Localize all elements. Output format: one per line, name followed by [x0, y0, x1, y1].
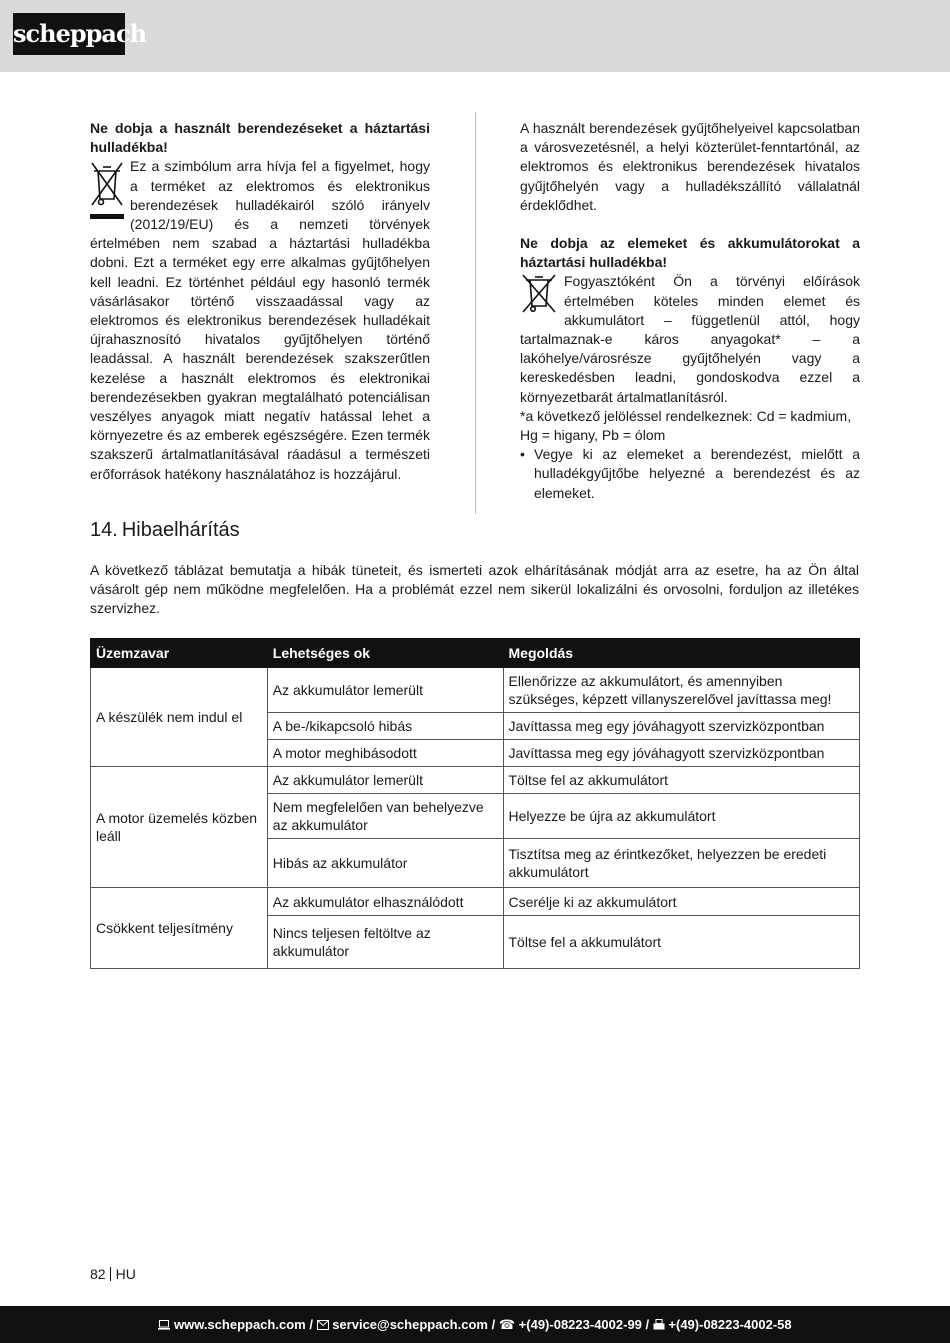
header-solution: Megoldás: [503, 639, 860, 668]
collection-info-paragraph: A használt berendezések gyűjtőhelyeivel kapcsolatban a városvezetésnél, a helyi közterület-fenntartónál, az elektromos és elektronikus berendezések hivatalos gyűjtőhelyén vagy a hulladékszállító vállalatnál érdeklődhet.: [520, 120, 860, 213]
cause-cell: Az akkumulátor lemerült: [267, 767, 503, 794]
page-number: [90, 1265, 136, 1283]
section-number: 14.: [90, 519, 118, 541]
crossed-out-wheelie-bin-icon: [90, 161, 124, 221]
solution-cell: Helyezze be újra az akkumulátort: [503, 794, 860, 839]
cause-cell: Az akkumulátor elhasználódott: [267, 888, 503, 916]
weee-heading: Ne dobja a használt berendezéseket a háztartási hulladékba!: [90, 120, 430, 156]
fault-cell: Csökkent teljesítmény: [91, 888, 268, 969]
troubleshooting-table: [90, 638, 860, 969]
fax-icon: [653, 1319, 665, 1330]
bullet-text: Vegye ki az elemeket a berendezést, mielőtt a hulladékgyűjtőbe helyezné a berendezést és az elemeket.: [534, 446, 860, 501]
cause-cell: Nem megfelelően van behelyezve az akkumulátor: [267, 794, 503, 839]
fault-cell: A készülék nem indul el: [91, 668, 268, 767]
computer-icon: [158, 1320, 170, 1330]
battery-paragraph: Fogyasztóként Ön a törvényi előírások értelmében köteles minden elemet és akkumulátort – függetlenül attól, hogy tartalmaznak-e káros anyagokat* – a lakóhelye/városrésze gyűjtőhelyén vagy a kereskedésben leadni, gondoskodva ezzel a környezetbarát ártalmatlanításról.: [520, 273, 860, 405]
footer-phone: +(49)-08223-4002-99: [518, 1317, 642, 1332]
list-item: [520, 445, 860, 503]
section-title: [90, 518, 240, 542]
battery-heading: Ne dobja az elemeket és akkumulátorokat a háztartási hulladékba!: [520, 235, 860, 271]
page-language: HU: [115, 1266, 136, 1282]
crossed-out-wheelie-bin-icon: [520, 274, 558, 314]
table-row: [91, 767, 860, 794]
cause-cell: Hibás az akkumulátor: [267, 839, 503, 888]
bullet-icon: •: [520, 446, 525, 463]
page-separator: [110, 1267, 111, 1281]
footer-separator: /: [491, 1317, 496, 1332]
solution-cell: Javíttassa meg egy jóváhagyott szervizközpontban: [503, 740, 860, 767]
footer-separator: /: [309, 1317, 313, 1332]
footer-fax: +(49)-08223-4002-58: [668, 1317, 792, 1332]
footer-separator: /: [645, 1317, 650, 1332]
solution-cell: Töltse fel az akkumulátort: [503, 767, 860, 794]
solution-cell: Tisztítsa meg az érintkezőket, helyezzen be eredeti akkumulátort: [503, 839, 860, 888]
section-title-text: Hibaelhárítás: [121, 519, 240, 541]
table-row: [91, 888, 860, 916]
solution-cell: Töltse fel a akkumulátort: [503, 916, 860, 969]
footer-mail-link[interactable]: service@scheppach.com: [332, 1317, 488, 1332]
section-intro: A következő táblázat bemutatja a hibák tüneteit, és ismerteti azok elhárításának módját arra az esetre, ha az Ön által vásárolt gép nem működne megfelelően. Ha a problémát ezzel nem sikerül lokalizálni és orvosolni, forduljon az illetékes szervizhez.: [90, 562, 859, 616]
solution-cell: Javíttassa meg egy jóváhagyott szervizközpontban: [503, 713, 860, 740]
battery-note: *a következő jelöléssel rendelkeznek: Cd = kadmium, Hg = higany, Pb = ólom: [520, 407, 852, 444]
cause-cell: A motor meghibásodott: [267, 740, 503, 767]
cause-cell: A be-/kikapcsoló hibás: [267, 713, 503, 740]
header-fault: Üzemzavar: [91, 639, 268, 668]
column-divider: [475, 112, 476, 514]
right-column: [520, 119, 860, 503]
footer-bar: [0, 1306, 950, 1343]
header-bar: [0, 0, 950, 72]
table-header-row: [91, 639, 860, 668]
footer-web-link[interactable]: www.scheppach.com: [173, 1317, 306, 1332]
weee-paragraph: Ez a szimbólum arra hívja fel a figyelmet, hogy a terméket az elektromos és elektronikus berendezések hulladékairól szóló irányelv (2012/19/EU) és a nemzeti törvények értelmében nem szabad a háztartási hulladékba dobni. Ezt a terméket egy erre alkalmas gyűjtőhelyen kell leadni. Ez történhet például egy hasonló termék vásárlásakor történő visszaadással vagy az elektromos és elektronikus berendezések hulladékait újrahasznosító hivatalos gyűjtőhelyen történő leadással. A használt berendezések szakszerűtlen kezelése a használt elektromos és elektronikai berendezésekben gyakran megtalálható potenciálisan veszélyes anyagok miatt negatív hatással lehet a környezetre és az emberek egészségére. Ezen termék szakszerű ártalmatlanításával ráadásul a természeti erőforrások hatékony használatához is hozzájárul.: [90, 158, 430, 482]
cause-cell: Nincs teljesen feltöltve az akkumulátor: [267, 916, 503, 969]
cause-cell: Az akkumulátor lemerült: [267, 668, 503, 713]
fault-cell: A motor üzemelés közben leáll: [91, 767, 268, 888]
table-row: [91, 668, 860, 713]
mail-icon: [317, 1320, 329, 1330]
solution-cell: Cserélje ki az akkumulátort: [503, 888, 860, 916]
solution-cell: Ellenőrizze az akkumulátort, és amennyiben szükséges, képzett villanyszerelővel javíttassa meg!: [503, 668, 860, 713]
page-number-value: 82: [90, 1266, 106, 1282]
header-cause: Lehetséges ok: [267, 639, 503, 668]
left-column: [90, 119, 430, 484]
phone-icon: ☎: [498, 1317, 516, 1332]
scheppach-logo: scheppach: [13, 13, 125, 55]
